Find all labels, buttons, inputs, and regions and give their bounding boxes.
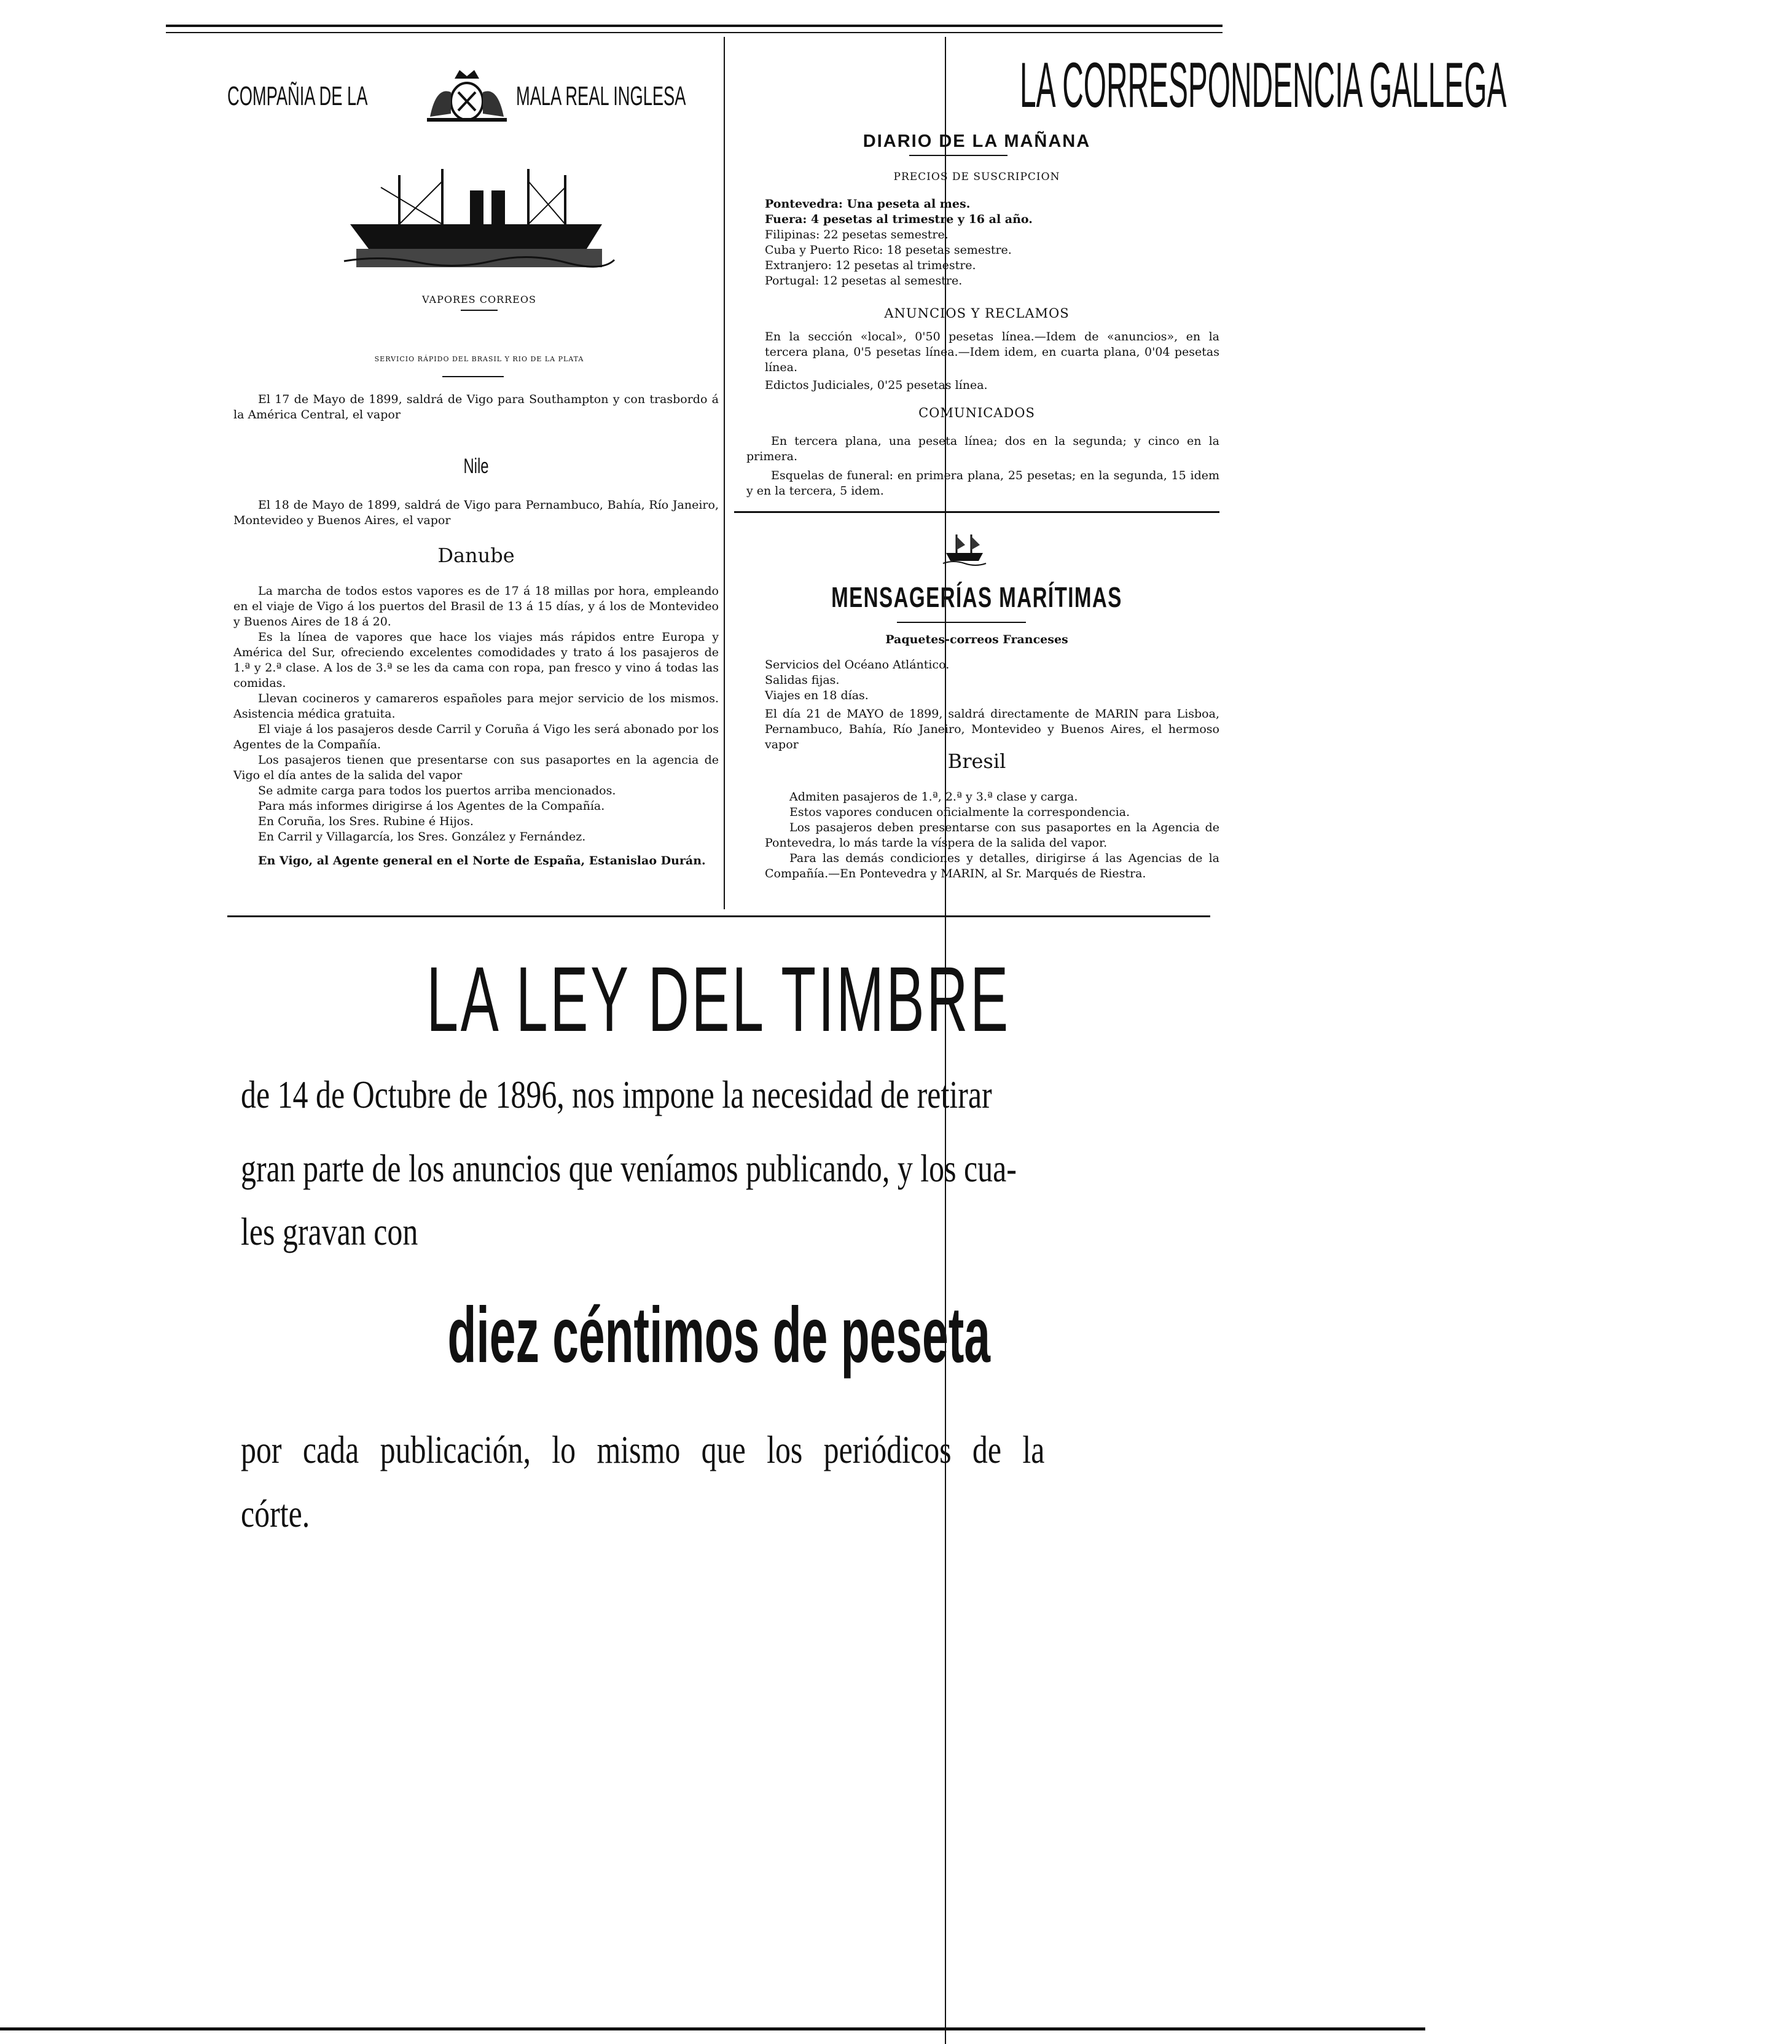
rate-line: Pontevedra: Una peseta al mes. bbox=[765, 197, 971, 211]
ship-name-2: Danube bbox=[437, 544, 515, 567]
precios-heading: PRECIOS DE SUSCRIPCION bbox=[893, 171, 1060, 183]
anuncios-body bbox=[765, 329, 1219, 393]
steamship-icon bbox=[344, 163, 614, 270]
sailing-1: El 17 de Mayo de 1899, saldrá de Vigo para Southampton y con trasbordo á la América Central, el vapor bbox=[233, 393, 719, 421]
comunicados-heading: COMUNICADOS bbox=[918, 405, 1035, 420]
notice-line-3: les gravan con bbox=[241, 1210, 418, 1253]
ship-emblem-icon bbox=[943, 531, 986, 565]
mensagerias-rule bbox=[897, 622, 1026, 623]
left-para-9: En Carril y Villagarcía, los Sres. González y Fernández. bbox=[258, 830, 586, 844]
royal-crest-icon bbox=[424, 68, 510, 123]
left-para-5: Los pasajeros tienen que presentarse con sus pasaportes en la agencia de Vigo el día antes de la salida del vapor bbox=[233, 753, 719, 782]
bottom-rule bbox=[0, 2027, 1425, 2030]
subtitle-rule bbox=[909, 155, 1008, 156]
left-para-2: Es la línea de vapores que hace los viajes más rápidos entre Europa y América del Sur, ofreciendo excelentes comodidades y trato á los pasajeros de 1.ª y 2.ª clase. A los de 3.ª se les da cama con ropa, pan fresco y vino á todas las comidas. bbox=[233, 630, 719, 690]
rate-line: Fuera: 4 pesetas al trimestre y 16 al año. bbox=[765, 213, 1033, 226]
top-rule bbox=[166, 25, 1223, 27]
right-separator bbox=[734, 511, 1219, 513]
notice-line-4: por cada publicación, lo mismo que los periódicos de la bbox=[241, 1428, 1045, 1471]
mensagerias-para: Los pasajeros deben presentarse con sus pasaportes en la Agencia de Pontevedra, lo más tarde la víspera de la salida del vapor. bbox=[765, 821, 1219, 850]
esquelas-text: Esquelas de funeral: en primera plana, 25 pesetas; en la segunda, 15 idem y en la tercera, 5 idem. bbox=[746, 469, 1219, 498]
edictos-text: Edictos Judiciales, 0'25 pesetas línea. bbox=[765, 378, 988, 392]
mensagerias-para: Estos vapores conducen oficialmente la correspondencia. bbox=[789, 805, 1130, 819]
vapores-rule bbox=[461, 310, 498, 311]
comunicados-body bbox=[746, 434, 1219, 499]
left-ad-body bbox=[233, 584, 719, 869]
service-line: Viajes en 18 días. bbox=[765, 689, 869, 702]
rates-list bbox=[765, 197, 1195, 289]
rate-line: Extranjero: 12 pesetas al trimestre. bbox=[765, 259, 976, 272]
mensagerias-services bbox=[765, 657, 1219, 703]
mensagerias-title: MENSAGERÍAS MARÍTIMAS bbox=[831, 581, 1122, 613]
notice-line-2: gran parte de los anuncios que veníamos publicando, y los cua- bbox=[241, 1146, 1017, 1190]
left-para-1: La marcha de todos estos vapores es de 17 á 18 millas por hora, empleando en el viaje de Vigo á los puertos del Brasil de 13 á 15 días, y á los de Montevideo y Buenos Aires de 18 á 20. bbox=[233, 584, 719, 628]
column-divider bbox=[724, 37, 725, 909]
company-header bbox=[227, 68, 719, 123]
rate-line: Cuba y Puerto Rico: 18 pesetas semestre. bbox=[765, 243, 1012, 257]
left-para-7: Para más informes dirigirse á los Agentes de la Compañía. bbox=[258, 799, 605, 813]
mensagerias-sailing: El día 21 de MAYO de 1899, saldrá directamente de MARIN para Lisboa, Pernambuco, Bahía, Río Janeiro, Montevideo y Buenos Aires, el hermoso vapor bbox=[765, 707, 1219, 751]
sailing-2: El 18 de Mayo de 1899, saldrá de Vigo para Pernambuco, Bahía, Río Janeiro, Montevideo y Buenos Aires, el vapor bbox=[233, 498, 719, 527]
notice-line-5: córte. bbox=[241, 1492, 310, 1535]
service-line: Servicios del Océano Atlántico. bbox=[765, 658, 950, 672]
ship-name-1: Nile bbox=[463, 455, 489, 478]
notice-top-rule bbox=[227, 915, 1210, 917]
left-para-3: Llevan cocineros y camareros españoles para mejor servicio de los mismos. Asistencia médica gratuita. bbox=[233, 692, 719, 721]
anuncios-heading: ANUNCIOS Y RECLAMOS bbox=[884, 306, 1070, 321]
newspaper-title: LA CORRESPONDENCIA GALLEGA bbox=[1020, 50, 1507, 121]
left-para-4: El viaje á los pasajeros desde Carril y Coruña á Vigo les será abonado por los Agentes de la Compañía. bbox=[233, 722, 719, 751]
vapores-label: VAPORES CORREOS bbox=[422, 294, 536, 305]
servicio-rule bbox=[442, 376, 504, 377]
company-name-right: MALA REAL INGLESA bbox=[516, 81, 686, 111]
comunicados-text: En tercera plana, una peseta línea; dos en la segunda; y cinco en la primera. bbox=[746, 434, 1219, 463]
rate-line: Filipinas: 22 pesetas semestre. bbox=[765, 228, 949, 241]
mensagerias-para: Para las demás condiciones y detalles, dirigirse á las Agencias de la Compañía.—En Pontevedra y MARIN, al Sr. Marqués de Riestra. bbox=[765, 852, 1219, 880]
company-name-left: COMPAÑIA DE LA bbox=[227, 81, 368, 111]
newspaper-subtitle: DIARIO DE LA MAÑANA bbox=[863, 131, 1091, 151]
top-rule-thin bbox=[166, 32, 1223, 33]
left-para-6: Se admite carga para todos los puertos arriba mencionados. bbox=[258, 784, 616, 797]
left-para-8: En Coruña, los Sres. Rubine é Hijos. bbox=[258, 815, 474, 828]
mensagerias-para: Admiten pasajeros de 1.ª, 2.ª y 3.ª clase y carga. bbox=[789, 790, 1078, 804]
mensagerias-body bbox=[765, 789, 1219, 882]
rate-line: Portugal: 12 pesetas al semestre. bbox=[765, 274, 963, 288]
servicio-label: SERVICIO RÁPIDO DEL BRASIL Y RIO DE LA PLATA bbox=[374, 355, 584, 363]
notice-line-1: de 14 de Octubre de 1896, nos impone la necesidad de retirar bbox=[241, 1073, 992, 1116]
service-line: Salidas fijas. bbox=[765, 673, 840, 687]
notice-title: LA LEY DEL TIMBRE bbox=[426, 947, 1011, 1051]
notice-highlight: diez céntimos de peseta bbox=[447, 1291, 990, 1379]
mensagerias-subtitle: Paquetes-correos Franceses bbox=[885, 633, 1068, 646]
anuncios-text: En la sección «local», 0'50 pesetas línea.—Idem de «anuncios», en la tercera plana, 0'5 pesetas línea.—Idem idem, en cuarta plana, 0'04 pesetas línea. bbox=[765, 330, 1219, 374]
mensagerias-ship-name: Bresil bbox=[947, 750, 1006, 773]
left-para-10: En Vigo, al Agente general en el Norte de España, Estanislao Durán. bbox=[258, 854, 706, 867]
